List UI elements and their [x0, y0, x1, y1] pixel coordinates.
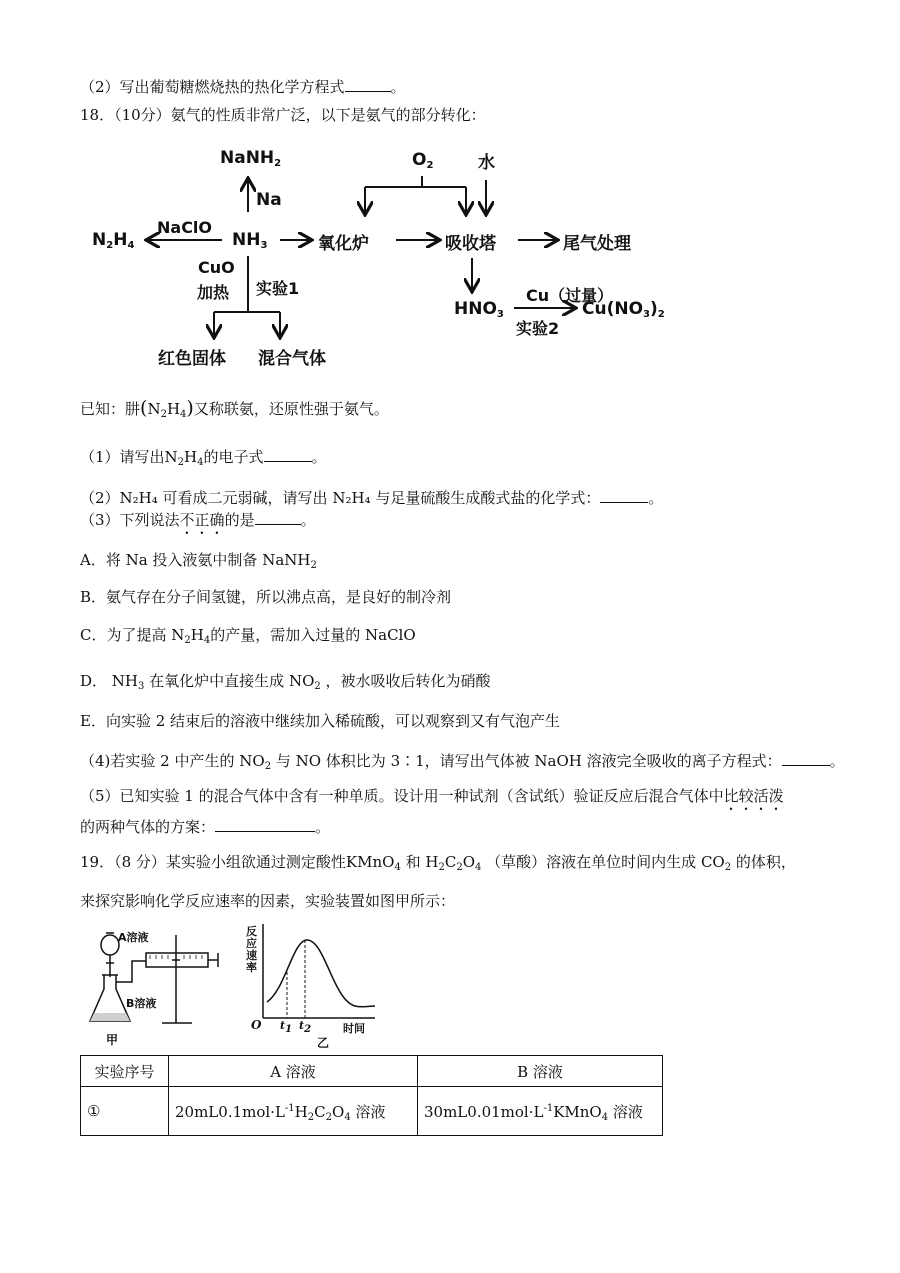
q19-title: 19．（8 分）某实验小组欲通过测定酸性KMnO$_4$ 和 $H_2C_2O_4$ （草酸）溶液在单位时间内生成 $CO_2$ 的体积， [80, 853, 796, 873]
option-e: E．向实验 2 结束后的溶液中继续加入稀硫酸，可以观察到又有气泡产生 [80, 712, 561, 730]
table-cell-a: $20mL0.1mol\cdot L^{-1}H_2C_2O_4$ 溶液 [169, 1087, 418, 1136]
absorption-tower-label: 吸收塔 [445, 234, 496, 254]
answer-blank [215, 816, 315, 832]
q18-sub5-line1: （5）已知实验 1 的混合气体中含有一种单质。设计用一种试剂（含试纸）验证反应后混合气体中比较活泼 [80, 787, 784, 805]
option-a: A．将 Na 投入液氨中制备 NaNH$_2$ [80, 551, 317, 571]
table-cell-b: $30mL0.01mol\cdot L^{-1}KMnO_4$ 溶液 [418, 1087, 663, 1136]
water-label: 水 [478, 153, 495, 173]
n2h4-label: $N_2H_4$ [92, 230, 135, 251]
table-header-cell: B 溶液 [418, 1056, 663, 1087]
q18-sub3: （3）下列说法不正确的是 。 [80, 511, 316, 529]
nh3-label: $NH_3$ [232, 230, 268, 251]
a-solution-label: A溶液 [118, 931, 149, 944]
x-axis-label: 时间 [343, 1022, 365, 1035]
nanh2-label: NaNH$_2$ [220, 148, 282, 169]
table-header-row [81, 1056, 663, 1087]
heat-label: 加热 [197, 283, 230, 302]
na-label: Na [256, 190, 282, 210]
rate-curve-figure [245, 920, 385, 1050]
q18-title: 18．（10分）氨气的性质非常广泛，以下是氨气的部分转化： [80, 106, 486, 124]
answer-blank [782, 750, 830, 766]
q18-sub5-line2: 的两种气体的方案： 。 [80, 818, 331, 836]
diagram-arrows [0, 0, 900, 400]
experiment2-label: 实验2 [516, 319, 560, 338]
cuno3-label: $Cu(NO_3)_2$ [582, 299, 665, 320]
answer-blank [255, 509, 301, 525]
experiment1-label: 实验1 [256, 279, 300, 298]
apparatus-drawing [84, 925, 224, 1050]
table-header-cell: 实验序号 [81, 1056, 169, 1087]
hno3-label: $HNO_3$ [454, 299, 504, 320]
q18-sub1: （1）请写出$N_2H_4$的电子式 。 [80, 448, 327, 468]
tail-gas-label: 尾气处理 [563, 234, 631, 254]
option-d: D． $NH_3$ 在氧化炉中直接生成 $NO_2$ ，被水吸收后转化为硝酸 [80, 672, 491, 692]
cu-excess-label: Cu（过量） [526, 286, 614, 305]
fig-jia-label: 甲 [106, 1033, 119, 1047]
y-axis-label: 反应速率 [246, 925, 257, 974]
answer-blank [600, 487, 648, 503]
mixed-gas-label: 混合气体 [258, 349, 326, 369]
experiment-table [80, 1055, 663, 1136]
q17-part2: （2）写出葡萄糖燃烧热的热化学方程式 。 [80, 78, 406, 96]
o2-label: $O_2$ [412, 150, 434, 171]
oxidation-furnace-label: 氧化炉 [318, 234, 369, 254]
option-b: B．氨气存在分子间氢键，所以沸点高，是良好的制冷剂 [80, 588, 452, 606]
fig-yi-label: 乙 [317, 1036, 330, 1050]
q17-part2-text: （2）写出葡萄糖燃烧热的热化学方程式 [80, 78, 345, 96]
apparatus-figure [84, 925, 224, 1050]
q19-title-line2: 来探究影响化学反应速率的因素，实验装置如图甲所示： [80, 892, 456, 910]
cuo-label: CuO [198, 258, 235, 277]
t1-label: $t_1$ [280, 1019, 293, 1035]
t2-label: $t_2$ [299, 1019, 312, 1035]
naclo-label: NaClO [157, 218, 213, 237]
q18-sub4: （4)若实验 2 中产生的 $NO_2$ 与 NO 体积比为 3∶1，请写出气体被 NaOH 溶液完全吸收的离子方程式： 。 [80, 752, 845, 772]
table-header-cell: A 溶液 [169, 1056, 418, 1087]
option-c: C．为了提高 $N_2H_4$的产量，需加入过量的 NaClO [80, 626, 416, 646]
table-cell-index: ① [81, 1087, 169, 1136]
q18-sub2: （2）N₂H₄ 可看成二元弱碱，请写出 N₂H₄ 与足量硫酸生成酸式盐的化学式： 。 [80, 489, 664, 507]
known-statement: 已知：肼$(N_2H_4)$又称联氨，还原性强于氨气。 [80, 397, 389, 420]
origin-label: O [251, 1018, 262, 1032]
b-solution-label: B溶液 [126, 997, 157, 1010]
answer-blank [264, 446, 312, 462]
table-row [81, 1087, 663, 1136]
red-solid-label: 红色固体 [158, 349, 226, 369]
